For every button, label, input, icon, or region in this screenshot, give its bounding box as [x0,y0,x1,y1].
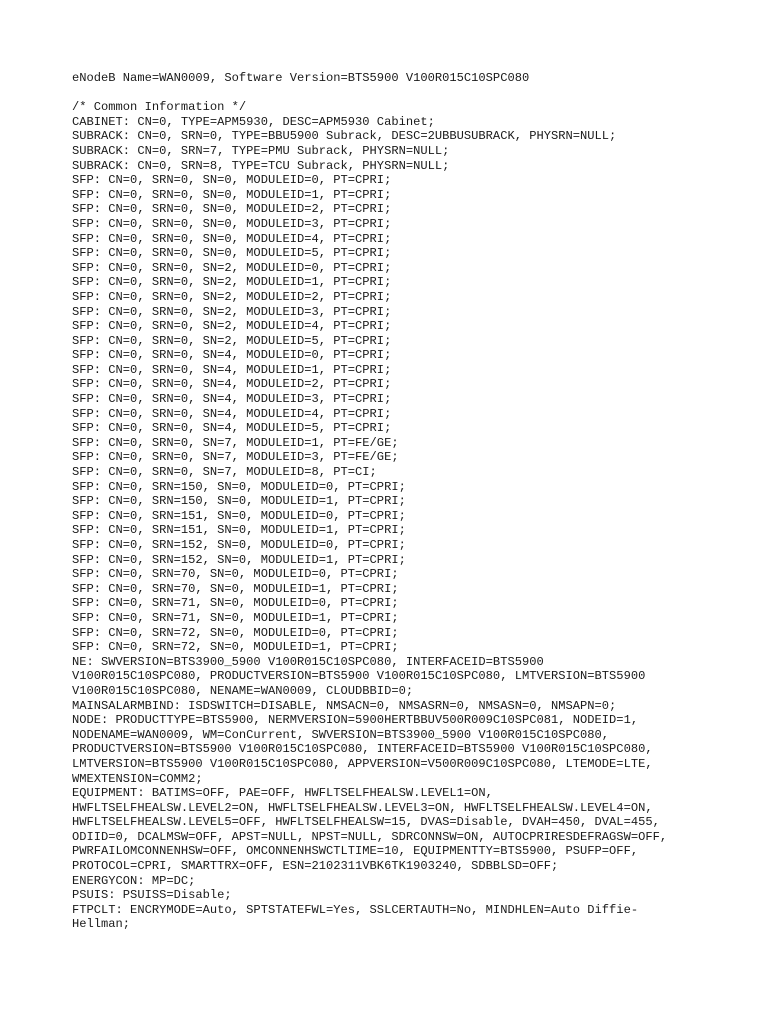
config-line: SUBRACK: CN=0, SRN=8, TYPE=TCU Subrack, PHYSRN=NULL; [72,158,450,173]
config-line: FTPCLT: ENCRYMODE=Auto, SPTSTATEFWL=Yes, SSLCERTAUTH=No, MINDHLEN=Auto Diffie- [72,902,639,917]
config-line: Hellman; [72,917,131,932]
config-line: PRODUCTVERSION=BTS5900 V100R015C10SPC080, INTERFACEID=BTS5900 V100R015C10SPC080, [72,742,653,757]
config-lines [72,115,712,932]
config-line: SFP: CN=0, SRN=0, SN=0, MODULEID=1, PT=CPRI; [72,187,392,202]
config-line: HWFLTSELFHEALSW.LEVEL2=ON, HWFLTSELFHEALSW.LEVEL3=ON, HWFLTSELFHEALSW.LEVEL4=ON, [72,800,653,815]
config-line: NODENAME=WAN0009, WM=ConCurrent, SWVERSION=BTS3900_5900 V100R015C10SPC080, [72,727,610,742]
config-line: PROTOCOL=CPRI, SMARTTRX=OFF, ESN=2102311VBK6TK1903240, SDBBLSD=OFF; [72,859,559,874]
config-line: SFP: CN=0, SRN=71, SN=0, MODULEID=1, PT=CPRI; [72,610,399,625]
config-line: SFP: CN=0, SRN=72, SN=0, MODULEID=1, PT=CPRI; [72,640,399,655]
blank-line [72,86,712,101]
config-line: SUBRACK: CN=0, SRN=7, TYPE=PMU Subrack, PHYSRN=NULL; [72,143,450,158]
config-line: SFP: CN=0, SRN=0, SN=4, MODULEID=2, PT=CPRI; [72,377,392,392]
config-line: SFP: CN=0, SRN=150, SN=0, MODULEID=0, PT=CPRI; [72,479,406,494]
config-line: SFP: CN=0, SRN=0, SN=0, MODULEID=0, PT=CPRI; [72,173,392,188]
config-line: SFP: CN=0, SRN=0, SN=4, MODULEID=5, PT=CPRI; [72,421,392,436]
config-line: SFP: CN=0, SRN=0, SN=2, MODULEID=2, PT=CPRI; [72,289,392,304]
document-header: eNodeB Name=WAN0009, Software Version=BTS5900 V100R015C10SPC080 [72,71,530,85]
config-line: PWRFAILOMCONNENHSW=OFF, OMCONNENHSWCTLTIME=10, EQUIPMENTTY=BTS5900, PSUFP=OFF, [72,844,639,859]
config-line: SFP: CN=0, SRN=0, SN=2, MODULEID=3, PT=CPRI; [72,304,392,319]
config-line: SFP: CN=0, SRN=0, SN=4, MODULEID=0, PT=CPRI; [72,348,392,363]
config-line: SFP: CN=0, SRN=0, SN=7, MODULEID=1, PT=FE/GE; [72,435,399,450]
config-document [72,71,712,932]
config-line: SFP: CN=0, SRN=0, SN=2, MODULEID=4, PT=CPRI; [72,319,392,334]
config-line: SFP: CN=0, SRN=150, SN=0, MODULEID=1, PT=CPRI; [72,494,406,509]
config-line: LMTVERSION=BTS5900 V100R015C10SPC080, APPVERSION=V500R009C10SPC080, LTEMODE=LTE, [72,756,653,771]
config-line: SFP: CN=0, SRN=152, SN=0, MODULEID=1, PT=CPRI; [72,552,406,567]
config-line: CABINET: CN=0, TYPE=APM5930, DESC=APM5930 Cabinet; [72,114,435,129]
config-line: SFP: CN=0, SRN=0, SN=7, MODULEID=8, PT=CI; [72,465,377,480]
config-line: SFP: CN=0, SRN=0, SN=4, MODULEID=1, PT=CPRI; [72,362,392,377]
config-line: ENERGYCON: MP=DC; [72,873,196,888]
config-line: HWFLTSELFHEALSW.LEVEL5=OFF, HWFLTSELFHEALSW=15, DVAS=Disable, DVAH=450, DVAL=455, [72,815,660,830]
config-line: V100R015C10SPC080, PRODUCTVERSION=BTS5900 V100R015C10SPC080, LMTVERSION=BTS5900 [72,669,646,684]
config-line: ODIID=0, DCALMSW=OFF, APST=NULL, NPST=NULL, SDRCONNSW=ON, AUTOCPRIRESDEFRAGSW=OFF, [72,829,668,844]
section-comment: /* Common Information */ [72,100,247,115]
config-line: SFP: CN=0, SRN=0, SN=4, MODULEID=4, PT=CPRI; [72,406,392,421]
config-line: SFP: CN=0, SRN=0, SN=0, MODULEID=4, PT=CPRI; [72,231,392,246]
config-line: PSUIS: PSUISS=Disable; [72,888,232,903]
config-line: SUBRACK: CN=0, SRN=0, TYPE=BBU5900 Subrack, DESC=2UBBUSUBRACK, PHYSRN=NULL; [72,129,617,144]
config-line: SFP: CN=0, SRN=152, SN=0, MODULEID=0, PT=CPRI; [72,538,406,552]
config-line: NODE: PRODUCTTYPE=BTS5900, NERMVERSION=5900HERTBBUV500R009C10SPC081, NODEID=1, [72,713,639,728]
config-line: SFP: CN=0, SRN=151, SN=0, MODULEID=0, PT=CPRI; [72,508,406,523]
config-line: SFP: CN=0, SRN=0, SN=0, MODULEID=2, PT=CPRI; [72,202,392,217]
config-line: WMEXTENSION=COMM2; [72,771,203,786]
config-line: V100R015C10SPC080, NENAME=WAN0009, CLOUDBBID=0; [72,683,414,698]
config-line: SFP: CN=0, SRN=0, SN=2, MODULEID=0, PT=CPRI; [72,260,392,275]
config-line: SFP: CN=0, SRN=0, SN=0, MODULEID=3, PT=CPRI; [72,216,392,231]
config-line: SFP: CN=0, SRN=151, SN=0, MODULEID=1, PT=CPRI; [72,523,406,538]
config-line: EQUIPMENT: BATIMS=OFF, PAE=OFF, HWFLTSELFHEALSW.LEVEL1=ON, [72,786,493,801]
config-line: SFP: CN=0, SRN=0, SN=7, MODULEID=3, PT=FE/GE; [72,450,399,465]
config-line: SFP: CN=0, SRN=72, SN=0, MODULEID=0, PT=CPRI; [72,625,399,640]
config-line: SFP: CN=0, SRN=70, SN=0, MODULEID=0, PT=CPRI; [72,567,399,582]
config-line: SFP: CN=0, SRN=70, SN=0, MODULEID=1, PT=CPRI; [72,581,399,596]
config-line: SFP: CN=0, SRN=0, SN=4, MODULEID=3, PT=CPRI; [72,392,392,407]
config-line: SFP: CN=0, SRN=0, SN=0, MODULEID=5, PT=CPRI; [72,246,392,261]
config-line: MAINSALARMBIND: ISDSWITCH=DISABLE, NMSACN=0, NMSASRN=0, NMSASN=0, NMSAPN=0; [72,698,617,713]
config-line: SFP: CN=0, SRN=71, SN=0, MODULEID=0, PT=CPRI; [72,596,399,611]
config-line: SFP: CN=0, SRN=0, SN=2, MODULEID=1, PT=CPRI; [72,275,392,290]
config-line: NE: SWVERSION=BTS3900_5900 V100R015C10SPC080, INTERFACEID=BTS5900 [72,654,544,669]
config-line: SFP: CN=0, SRN=0, SN=2, MODULEID=5, PT=CPRI; [72,333,392,348]
